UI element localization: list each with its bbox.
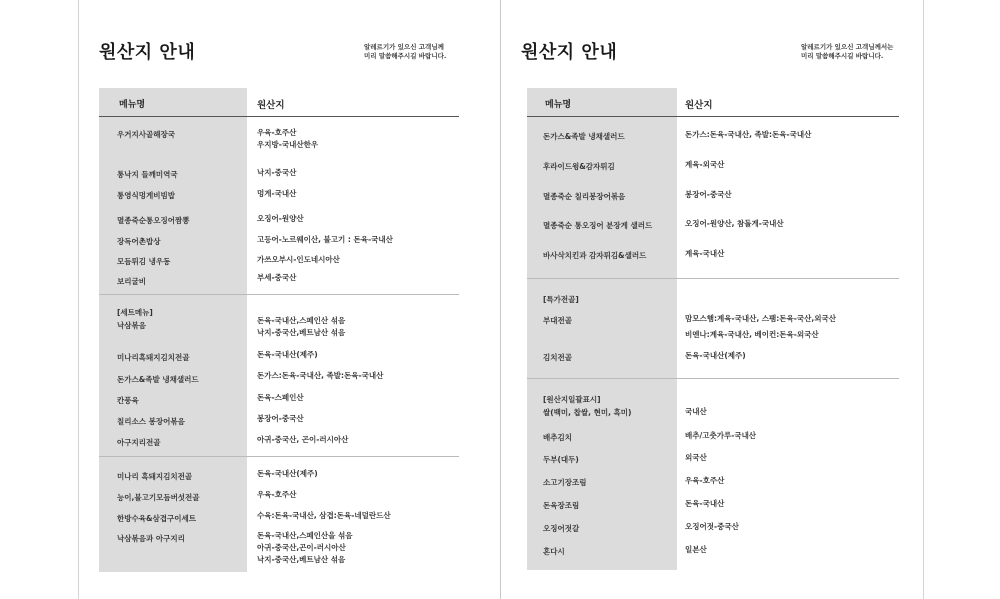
origin-text: 돈육-국내산(제주) [685,351,746,360]
menu-item: 통낙지 들깨미역국 [117,170,178,179]
menu-item: 혼다시 [543,547,565,556]
menu-item: 장독어촌밥상 [117,237,161,246]
menu-item: 김치전골 [543,353,572,362]
section-label: [특가전골] [543,295,579,304]
origin-text: 가쓰오부시-인도네시아산 [257,255,340,264]
menu-item: 아구지리전골 [117,438,161,447]
header-menu-name: 메뉴명 [545,100,572,110]
menu-item: 쌀(백미, 찹쌀, 현미, 흑미) [543,408,632,417]
menu-item: 소고기장조림 [543,478,587,487]
origin-text: 돈육-국내산 [685,499,725,508]
origin-text: 멍게-국내산 [257,189,297,198]
menu-item: 미나리흑돼지김치전골 [117,353,190,362]
section-divider [99,456,459,457]
origin-text: 돈육-국내산,스페인산 섞음 낙지-중국산,베트남산 섞음 [257,316,346,337]
menu-item: 바사삭치킨과 감자튀김&샐러드 [543,251,647,260]
left-page [78,0,502,599]
origin-text: 아귀-중국산, 곤이-러시아산 [257,435,349,444]
origin-table [527,88,899,570]
table-header [99,88,459,117]
menu-item: 한방수육&삼겹구이세트 [117,514,196,523]
section-label: [세트메뉴] [117,308,153,317]
origin-text: 일본산 [685,545,707,554]
menu-item: 돈육장조림 [543,501,580,510]
menu-item: 두부(대두) [543,455,579,464]
origin-text: 수육:돈육-국내산, 삼겹:돈육-네덜란드산 [257,511,391,520]
header-origin: 원산지 [257,100,285,111]
menu-item: 낙삼볶음과 아구지리 [117,534,185,543]
origin-text: 돈가스:돈육-국내산, 족발:돈육-국내산 [685,130,812,139]
menu-item: 멸종죽순 칠리봉장어볶음 [543,192,626,201]
menu-item: 오징어젓갈 [543,524,580,533]
origin-text: 계육-외국산 [685,160,725,169]
origin-text: 오징어젓-중국산 [685,522,739,531]
allergy-note: 알레르기가 있으신 고객님께 미리 말씀해주시길 바랍니다. [364,43,447,60]
menu-item: 통영식멍게비빔밥 [117,191,175,200]
menu-item: 멸종죽순 통오징어 분장게 샐러드 [543,221,653,230]
menu-item: 칸풍육 [117,396,139,405]
menu-item: 능이,불고기모듬버섯전골 [117,493,200,502]
origin-text: 돈육-국내산(제주) [257,469,318,478]
section-divider [527,378,899,379]
menu-item: 낙삼볶음 [117,321,146,330]
menu-item: 모듬튀김 냉우동 [117,257,171,266]
section-divider [527,278,899,279]
origin-text: 돈육-스페인산 [257,393,304,402]
menu-item: 멸종죽순통오징어짬뽕 [117,216,190,225]
origin-text: 오징어-원양산 [257,214,304,223]
origin-text: 부세-중국산 [257,273,297,282]
section-label: [원산지일괄표시] [543,395,601,404]
menu-item: 우거지사골해장국 [117,130,175,139]
origin-text: 맘모스햄:계육-국내산, 스팸:돈육-국산,외국산 비엔나:계육-국내산, 베이컨:돈육-외국산 [685,314,836,339]
origin-text: 고등어-노르웨이산, 불고기 : 돈육-국내산 [257,235,393,244]
origin-text: 돈육-국내산,스페인산을 섞음 아귀-중국산,곤이-러시아산 낙지-중국산,베트남산 섞음 [257,531,353,564]
origin-text: 국내산 [685,407,707,416]
origin-text: 배추/고춧가루-국내산 [685,431,757,440]
origin-table [99,88,459,572]
header-menu-name: 메뉴명 [119,100,146,110]
header-origin: 원산지 [685,100,713,111]
table-header [527,88,899,117]
menu-item: 돈가스&족발 냉채샐러드 [117,375,199,384]
menu-item: 칠리소스 봉장어볶음 [117,417,185,426]
menu-item: 배추김치 [543,433,572,442]
origin-text: 우육-호주산 [685,476,725,485]
menu-item: 미나리 흑돼지김치전골 [117,472,193,481]
origin-text: 계육-국내산 [685,249,725,258]
origin-text: 봉장어-중국산 [257,414,304,423]
section-divider [99,294,459,295]
origin-text: 봉장어-중국산 [685,190,732,199]
menu-item: 보리굴비 [117,277,146,286]
origin-text: 낙지-중국산 [257,168,297,177]
right-page [500,0,924,599]
menu-item: 부대전골 [543,316,572,325]
origin-text: 돈육-국내산(제주) [257,350,318,359]
origin-text: 오징어-원양산, 참돌게-국내산 [685,219,784,228]
origin-text: 돈가스:돈육-국내산, 족발:돈육-국내산 [257,371,384,380]
origin-text: 외국산 [685,453,707,462]
page-title: 원산지 안내 [521,42,618,63]
origin-text: 우육-호주산 우지방-국내산한우 [257,128,319,149]
page-title: 원산지 안내 [99,42,196,63]
menu-item: 돈가스&족발 냉채샐러드 [543,132,625,141]
origin-text: 우육-호주산 [257,490,297,499]
menu-item: 후라이드윙&감자튀김 [543,162,615,171]
allergy-note: 알레르기가 있으신 고객님께서는 미리 말씀해주시길 바랍니다. [801,43,894,60]
